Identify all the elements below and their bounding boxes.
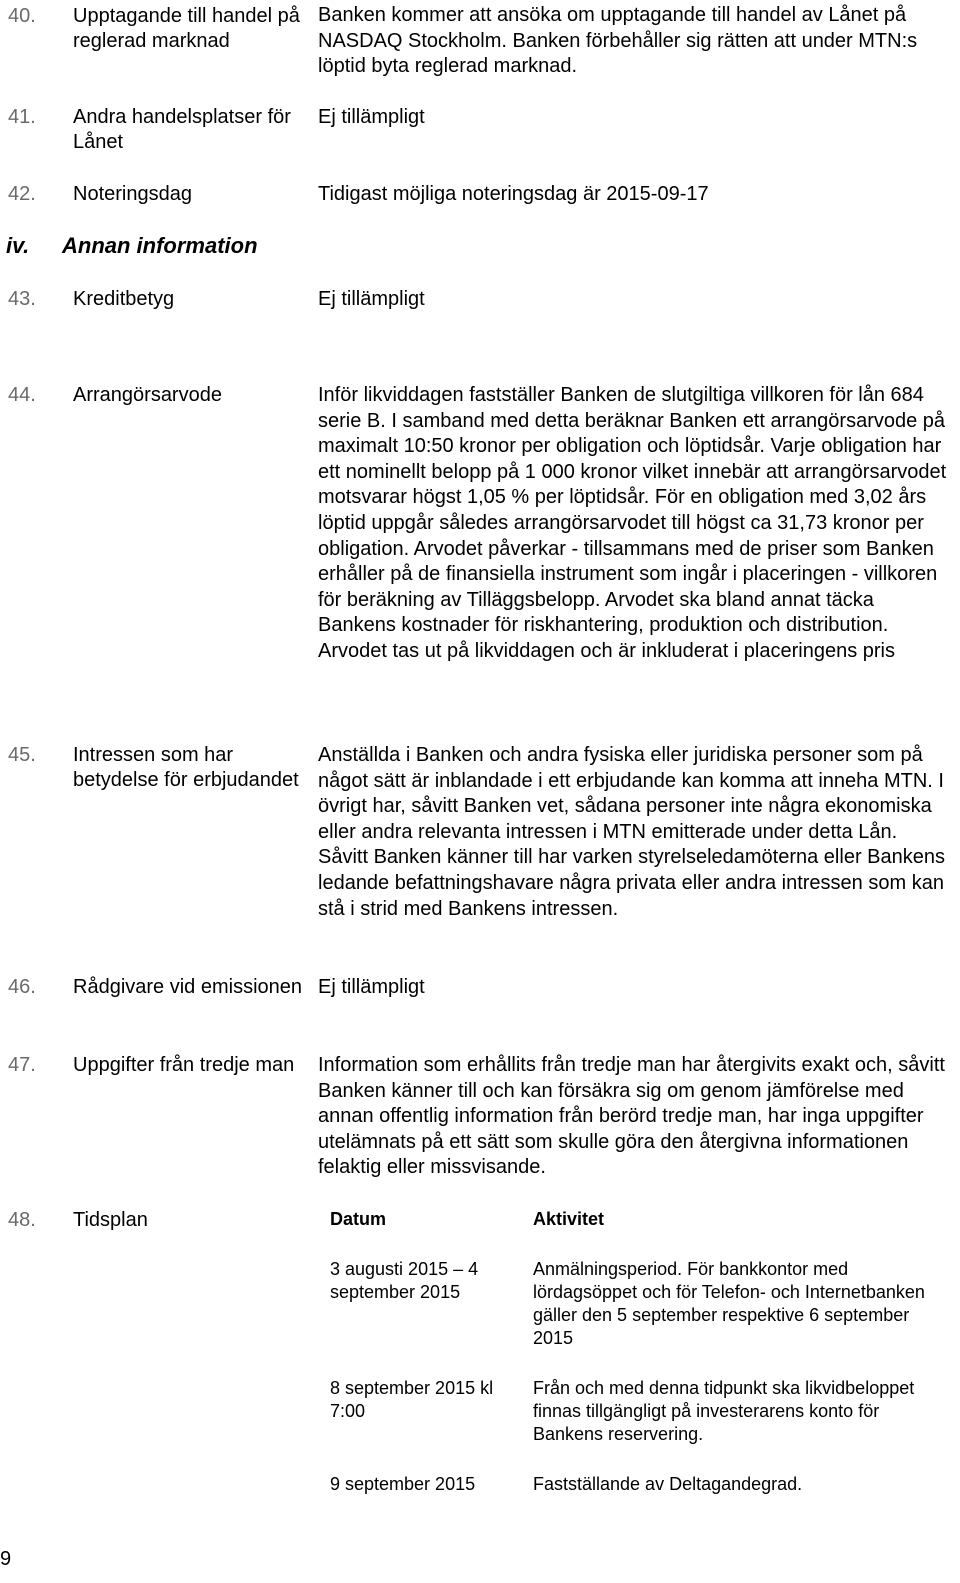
item-number: 45. — [8, 744, 36, 766]
item-label: Uppgifter från tredje man — [73, 1054, 295, 1076]
item-number: 42. — [8, 183, 36, 205]
item-label: Kreditbetyg — [73, 288, 175, 310]
section-number: iv. — [6, 233, 30, 258]
schedule-activity: Fastställande av Deltagandegrad. — [533, 1474, 803, 1494]
item-value: Ej tillämpligt — [318, 288, 425, 310]
item-value: Anställda i Banken och andra fysiska eller juridiska personer som på något sätt är inblandade i ett erbjudande kan komma att inneha MTN. I övrigt har, såvitt Banken vet, sådana personer inte några ekonomiska eller andra relevanta intressen i MTN emitterade under detta Lån. Såvitt Banken känner till har varken styrelseledamöterna eller Bankens ledande befattningshavare några privata eller andra intressen som kan stå i strid med Bankens intressen. — [318, 744, 945, 920]
item-label: Arrangörsarvode — [73, 384, 222, 406]
column-header-date: Datum — [330, 1209, 387, 1229]
item-label: Noteringsdag — [73, 183, 192, 205]
item-number: 40. — [8, 5, 36, 27]
item-value: Inför likviddagen fastställer Banken de slutgiltiga villkoren för lån 684 serie B. I samband med detta beräknar Banken ett arrangörsarvode på maximalt 10:50 kronor per obligation och löptidsår. Varje obligation har ett nominellt belopp på 1 000 kronor vilket innebär att arrangörsarvodet motsvarar högst 1,05 % per löptidsår. För en obligation med 3,02 års löptid uppgår således arrangörsarvodet till högst ca 31,73 kronor per obligation. Arvodet påverkar - tillsammans med de priser som Banken erhåller på de finansiella instrument som ingår i placeringen - villkoren för beräkning av Tilläggsbelopp. Arvodet ska bland annat täcka Bankens kostnader för riskhantering, produktion och distribution. Arvodet tas ut på likviddagen och är inkluderat i placeringens pris — [318, 384, 947, 662]
item-number: 46. — [8, 976, 36, 998]
item-value: Tidigast möjliga noteringsdag är 2015-09-17 — [318, 183, 709, 205]
section-title: Annan information — [62, 233, 258, 258]
item-value: Information som erhållits från tredje man har återgivits exakt och, såvitt Banken känner till och kan försäkra sig om genom jämförelse med annan offentlig information från berörd tredje man, har inga uppgifter utelämnats på ett sätt som skulle göra den återgivna informationen felaktig eller missvisande. — [318, 1054, 945, 1179]
item-label: Andra handelsplatser för Lånet — [73, 106, 291, 153]
item-label: Upptagande till handel på reglerad marknad — [73, 5, 300, 52]
item-label: Intressen som har betydelse för erbjudandet — [73, 744, 299, 791]
schedule-activity: Från och med denna tidpunkt ska likvidbeloppet finnas tillgängligt på investerarens konto för Bankens reservering. — [533, 1378, 915, 1444]
item-value: Banken kommer att ansöka om upptagande till handel av Lånet på NASDAQ Stockholm. Banken förbehåller sig rätten att under MTN:s löptid byta reglerad marknad. — [318, 4, 918, 78]
item-label: Rådgivare vid emissionen — [73, 976, 303, 998]
item-number: 44. — [8, 384, 36, 406]
column-header-activity: Aktivitet — [533, 1209, 605, 1229]
schedule-date: 9 september 2015 — [330, 1474, 476, 1494]
item-value: Ej tillämpligt — [318, 976, 425, 998]
item-number: 41. — [8, 106, 36, 128]
schedule-date: 3 augusti 2015 – 4 september 2015 — [330, 1259, 479, 1302]
item-number: 47. — [8, 1054, 36, 1076]
item-value: Ej tillämpligt — [318, 106, 425, 128]
item-number: 48. — [8, 1209, 36, 1231]
item-number: 43. — [8, 288, 36, 310]
page-number: 9 — [0, 1548, 12, 1570]
item-label: Tidsplan — [73, 1209, 148, 1231]
schedule-activity: Anmälningsperiod. För bankkontor med lördagsöppet och för Telefon- och Internetbanken gäller den 5 september respektive 6 september 2015 — [533, 1259, 925, 1348]
schedule-date: 8 september 2015 kl 7:00 — [330, 1378, 494, 1421]
